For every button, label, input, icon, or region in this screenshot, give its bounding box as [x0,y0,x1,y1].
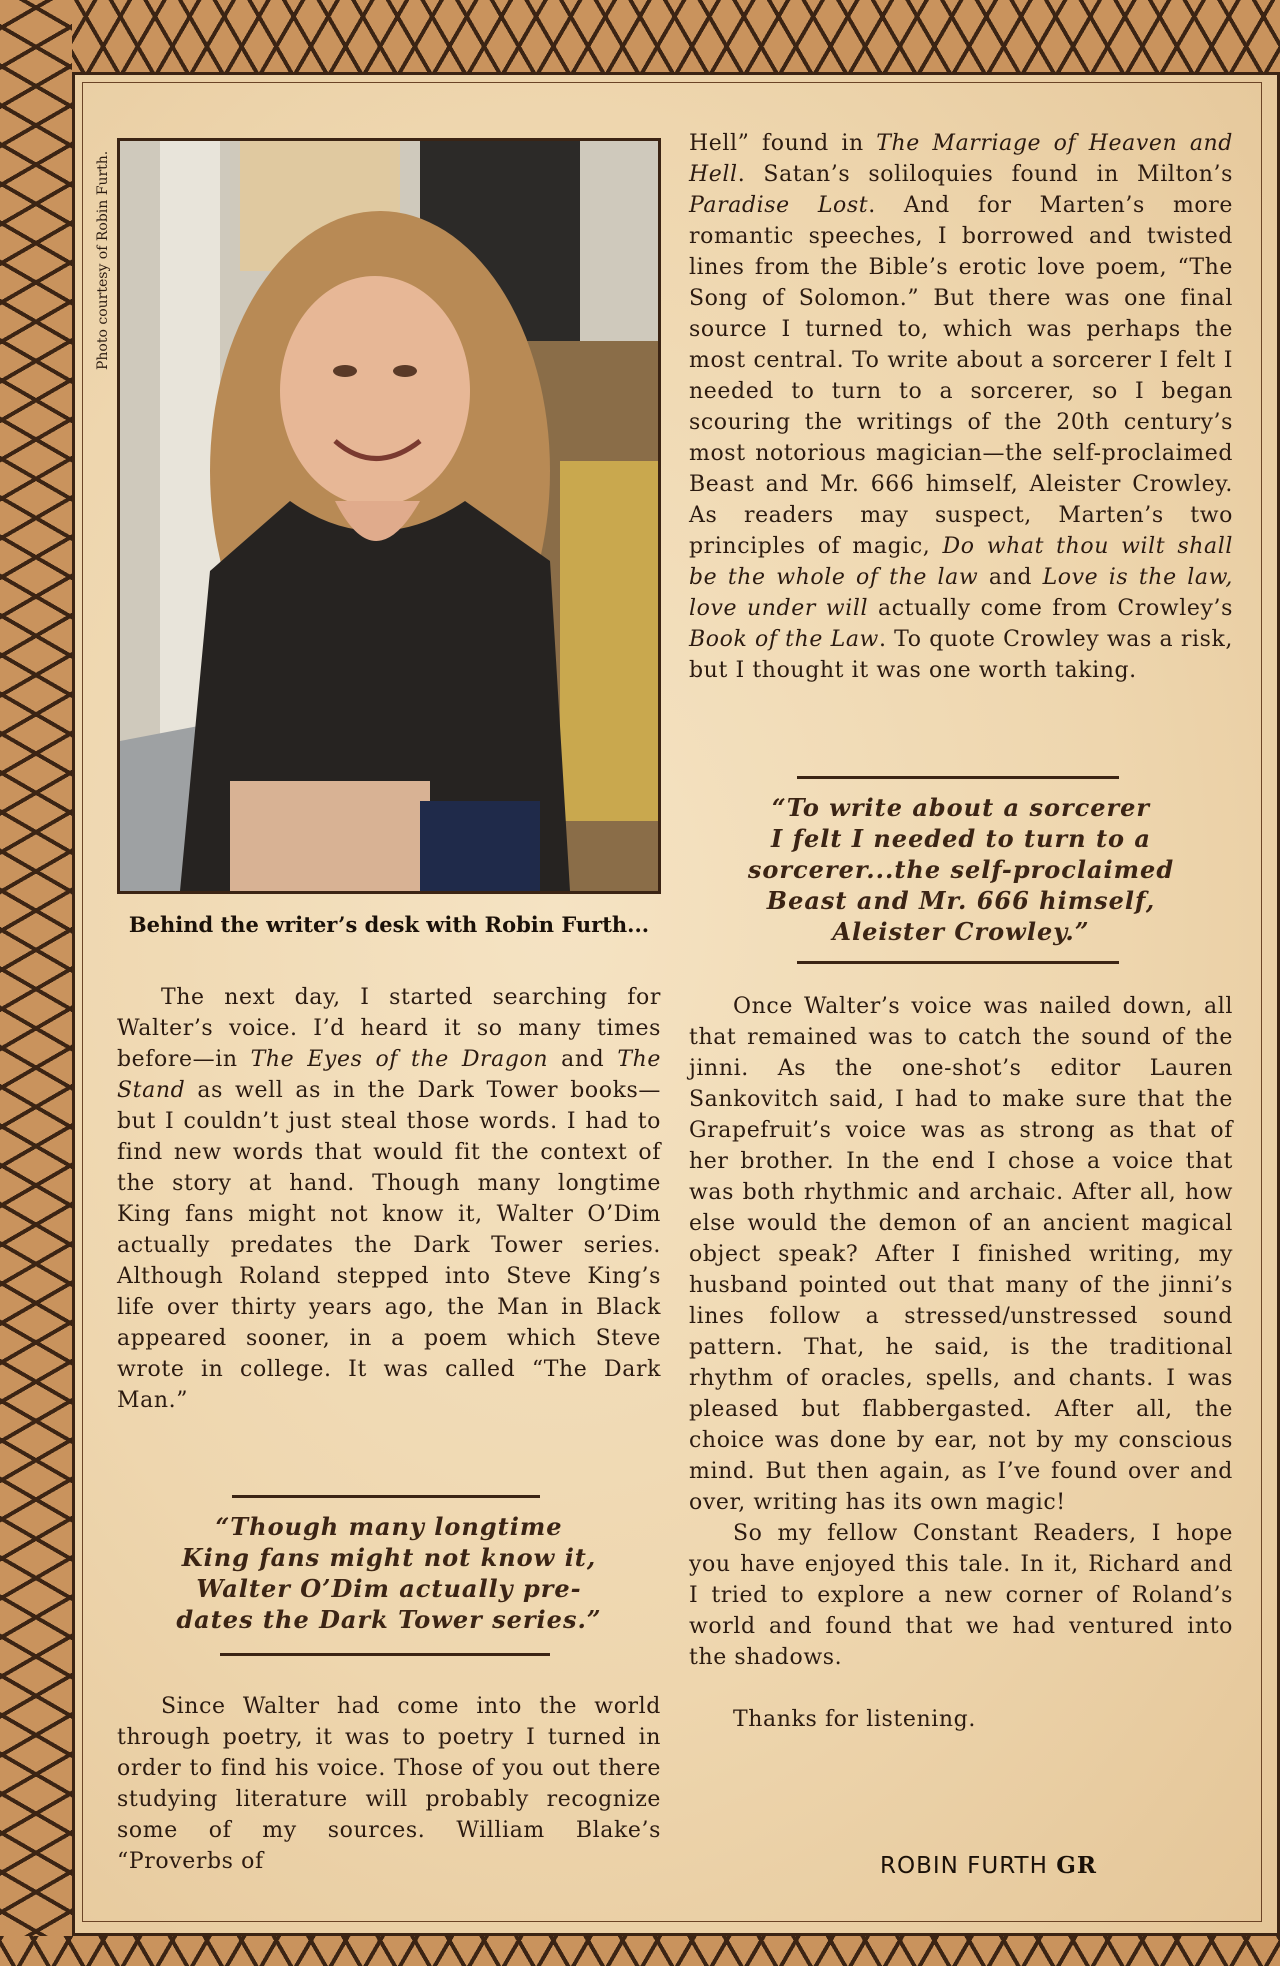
author-signature [880,1852,1120,1879]
right-paragraph-4: Thanks for listening. [733,1707,976,1732]
photo-credit: Photo courtesy of Robin Furth. [95,150,111,370]
right-column-text-2 [689,991,1233,1735]
left-quote-rule-top [232,1495,540,1498]
decorative-border-left [0,0,72,1966]
left-column-text [117,982,661,1416]
decorative-border-bottom [0,1936,1280,1966]
left-paragraph-1: The next day, I started searching for Walter’s voice. I’d heard it so many times before—in The Eyes of the Dragon and The Stand as well as in the Dark Tower books—but I couldn’t just steal those words. I had to find new words that would fit the context of the story at hand. Though many longtime King fans might not know it, Walter O’Dim actually predates the Dark Tower series. Although Roland stepped into Steve King’s life over thirty years ago, the Man in Black appeared sooner, in a poem which Steve wrote in college. It was called “The Dark Man.” [117,985,662,1413]
signature-name: ROBIN FURTH [880,1853,1048,1879]
right-quote-rule-top [797,776,1119,779]
left-pull-quote: “Though many longtime King fans might not know it, Walter O’Dim actually pre- dates the Dark Tower series.” [176,1512,602,1634]
author-photo [117,138,661,894]
right-column-text [689,128,1233,686]
photo-caption: Behind the writer’s desk with Robin Furth... [128,912,650,937]
author-photo-illustration [120,141,658,891]
left-column-text-2 [117,1691,661,1877]
right-pull-quote: “To write about a sorcerer I felt I needed to turn to a sorcerer...the self-proclaimed Beast and Mr. 666 himself, Aleister Crowley.” [747,793,1175,946]
left-paragraph-2: Since Walter had come into the world through poetry, it was to poetry I turned in order to find his voice. Those of you out there studying literature will probably recognize some of my sources. William Blake’s “Proverbs of [117,1694,661,1874]
decorative-border-top [0,0,1280,72]
right-paragraph-2: Once Walter’s voice was nailed down, all that remained was to catch the sound of the jinni. As the one-shot’s editor Lauren Sankovitch said, I had to make sure that the Grapefruit’s voice was as strong as that of her brother. In the end I chose a voice that was both rhythmic and archaic. After all, how else would the demon of an ancient magical object speak? After I finished writing, my husband pointed out that many of the jinni’s lines follow a stressed/unstressed sound pattern. That, he said, is the traditional rhythm of oracles, spells, and chants. I was pleased but flabbergasted. After all, the choice was done by ear, not by my conscious mind. But then again, as I’ve found over and over, writing has its own magic! [689,994,1233,1515]
left-quote-rule-bottom [220,1653,550,1656]
right-quote-rule-bottom [797,961,1119,964]
signature-mark: GR [1056,1852,1097,1879]
right-paragraph-1: Hell” found in The Marriage of Heaven and Hell. Satan’s soliloquies found in Milton’s Paradise Lost. And for Marten’s more romantic speeches, I borrowed and twisted lines from the Bible’s erotic love poem, “The Song of Solomon.” But there was one final source I turned to, which was perhaps the most central. To write about a sorcerer I felt I needed to turn to a sorcerer, so I began scouring the writings of the 20th century’s most notorious magician—the self-proclaimed Beast and Mr. 666 himself, Aleister Crowley. As readers may suspect, Marten’s two principles of magic, Do what thou wilt shall be the whole of the law and Love is the law, love under will actually come from Crowley’s Book of the Law. To quote Crowley was a risk, but I thought it was one worth taking. [689,131,1233,683]
right-paragraph-3: So my fellow Constant Readers, I hope you have enjoyed this tale. In it, Richard and I tried to explore a new corner of Roland’s world and found that we had ventured into the shadows. [689,1521,1233,1670]
